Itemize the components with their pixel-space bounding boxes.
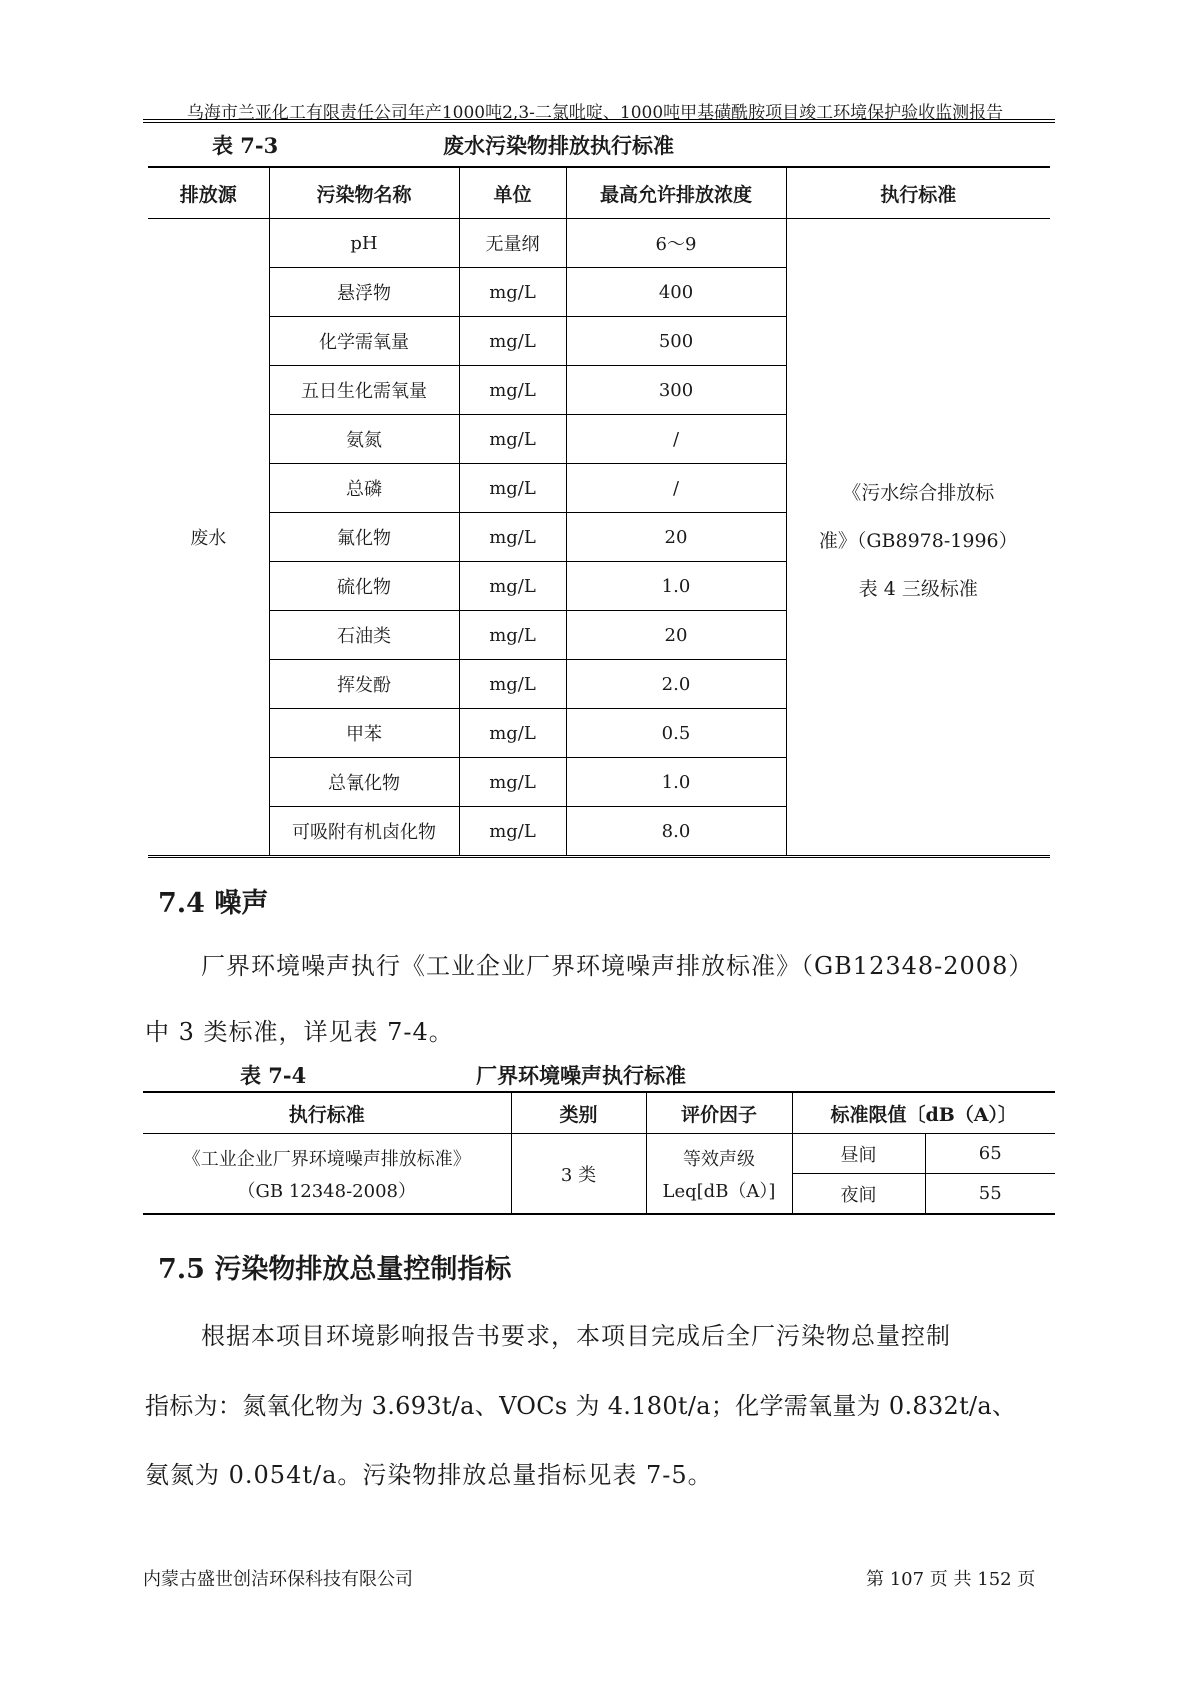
unit: mg/L [459,611,566,660]
table-7-3-number: 表 7-3 [212,133,279,158]
unit: mg/L [459,513,566,562]
pollutant-name: 总氰化物 [269,758,459,807]
limit-value: 2.0 [566,660,786,709]
section-7-4-paragraph-line: 中 3 类标准，详见表 7-4。 [145,1018,454,1046]
footer-page-number: 第 107 页 共 152 页 [866,1569,1036,1590]
limit-value: / [566,415,786,464]
col-header-category: 类别 [511,1092,646,1134]
unit: mg/L [459,660,566,709]
night-value: 55 [925,1174,1055,1215]
col-header-unit: 单位 [459,167,566,219]
standard-line: 表 4 三级标准 [858,578,978,600]
pollutant-name: 化学需氧量 [269,317,459,366]
limit-value: 20 [566,611,786,660]
limit-value: 1.0 [566,562,786,611]
section-7-5-paragraph-line: 指标为：氮氧化物为 3.693t/a、VOCs 为 4.180t/a；化学需氧量为 0.832t/a、 [145,1392,1017,1420]
standard-line: 《污水综合排放标 [842,482,995,504]
pollutant-name: 可吸附有机卤化物 [269,807,459,857]
section-7-4-paragraph-line: 厂界环境噪声执行《工业企业厂界环境噪声排放标准》（GB12348-2008） [201,952,1034,980]
limit-value: 400 [566,268,786,317]
col-header-source: 排放源 [148,167,269,219]
limit-value: 8.0 [566,807,786,857]
noise-standard-table [143,1091,1055,1215]
unit: 无量纲 [459,219,566,268]
col-header-limit: 标准限值〔dB（A）〕 [792,1092,1055,1134]
factor-cell [646,1134,792,1215]
table-row [143,1134,1055,1174]
col-header-pollutant: 污染物名称 [269,167,459,219]
pollutant-name: pH [269,219,459,268]
table-7-4-title: 厂界环境噪声执行标准 [476,1063,686,1088]
table-row [148,219,1050,268]
limit-value: / [566,464,786,513]
factor-name: 等效声级 [683,1148,755,1170]
day-label: 昼间 [792,1134,925,1174]
pollutant-name: 石油类 [269,611,459,660]
pollutant-name: 挥发酚 [269,660,459,709]
limit-value: 1.0 [566,758,786,807]
unit: mg/L [459,758,566,807]
standard-line: 准》（GB8978-1996） [818,530,1018,552]
limit-value: 500 [566,317,786,366]
col-header-standard: 执行标准 [786,167,1050,219]
pollutant-name: 五日生化需氧量 [269,366,459,415]
limit-value: 300 [566,366,786,415]
unit: mg/L [459,415,566,464]
col-header-standard: 执行标准 [143,1092,511,1134]
table-header-row [148,167,1050,219]
pollutant-name: 总磷 [269,464,459,513]
unit: mg/L [459,807,566,857]
table-7-4-number: 表 7-4 [240,1063,307,1088]
section-7-5-paragraph-line: 根据本项目环境影响报告书要求，本项目完成后全厂污染物总量控制 [201,1322,951,1350]
noise-standard-code: （GB 12348-2008） [237,1180,416,1202]
pollutant-name: 悬浮物 [269,268,459,317]
limit-value: 0.5 [566,709,786,758]
table-7-3-title: 废水污染物排放执行标准 [443,133,674,158]
col-header-limit: 最高允许排放浓度 [566,167,786,219]
pollutant-name: 硫化物 [269,562,459,611]
pollutant-name: 甲苯 [269,709,459,758]
limit-value: 6～9 [566,219,786,268]
day-value: 65 [925,1134,1055,1174]
category-cell: 3 类 [511,1134,646,1215]
limit-value: 20 [566,513,786,562]
pollutant-name: 氨氮 [269,415,459,464]
standard-cell [786,219,1050,857]
col-header-factor: 评价因子 [646,1092,792,1134]
report-header-title: 乌海市兰亚化工有限责任公司年产1000吨2,3-二氯吡啶、1000吨甲基磺酰胺项目竣工环境保护验收监测报告 [186,103,1004,123]
section-7-5-heading: 7.5 污染物排放总量控制指标 [158,1254,512,1285]
noise-standard-name: 《工业企业厂界环境噪声排放标准》 [182,1148,471,1170]
pollutant-name: 氟化物 [269,513,459,562]
header-divider [143,119,1055,123]
section-7-4-heading: 7.4 噪声 [158,888,269,919]
factor-unit: Leq[dB（A）] [662,1180,776,1202]
unit: mg/L [459,268,566,317]
noise-standard-cell [143,1134,511,1215]
unit: mg/L [459,317,566,366]
section-7-5-paragraph-line: 氨氮为 0.054t/a。污染物排放总量指标见表 7-5。 [145,1461,713,1489]
night-label: 夜间 [792,1174,925,1215]
unit: mg/L [459,709,566,758]
unit: mg/L [459,562,566,611]
unit: mg/L [459,464,566,513]
footer-company: 内蒙古盛世创洁环保科技有限公司 [143,1569,413,1590]
unit: mg/L [459,366,566,415]
table-header-row [143,1092,1055,1134]
wastewater-standard-table [148,166,1050,858]
source-cell: 废水 [148,219,269,857]
